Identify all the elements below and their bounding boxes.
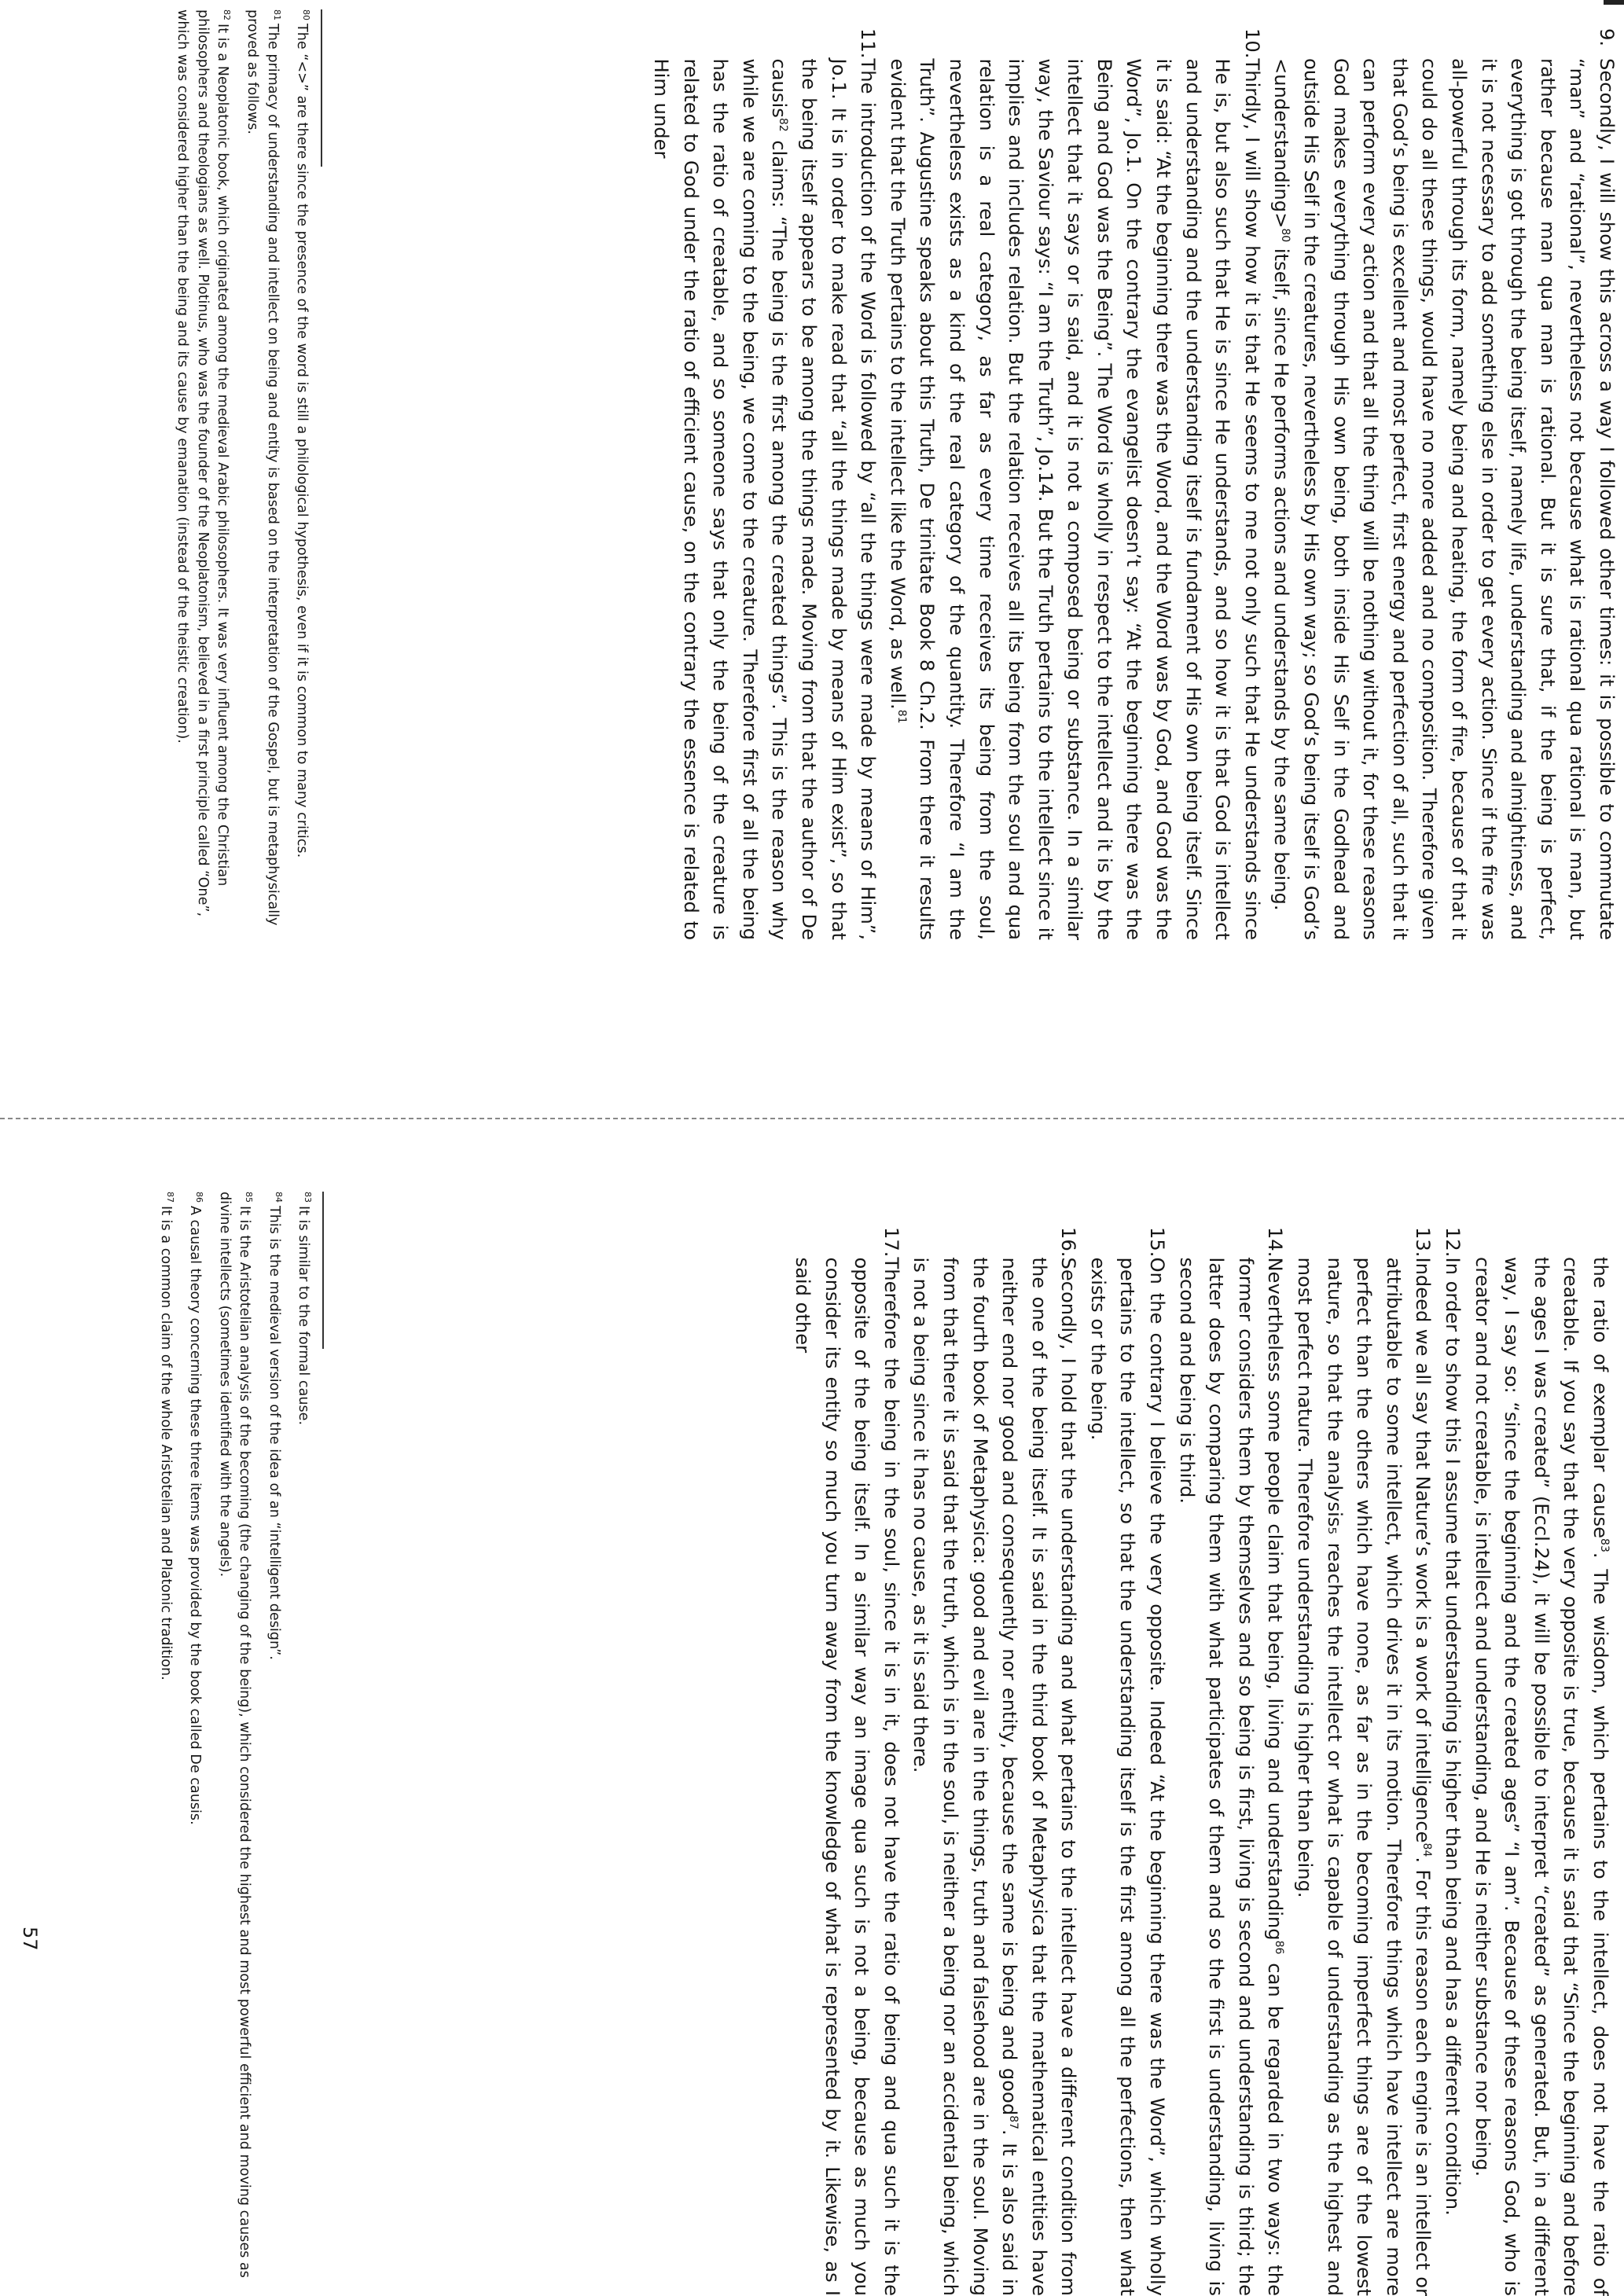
paragraph-text: Secondly, I hold that the understanding and what pertains to the intellect have a different condition from the one of the being itself. It is said in the third book of Metaphysica that the mathematical entities have neither end nor good and consequently nor entity, because the same is being and good <box>998 1257 1080 2296</box>
footnote-number: 82 <box>222 9 233 20</box>
paragraph-text: In order to show this I assume that understanding is higher than being and has a different condition. <box>1442 1257 1464 2216</box>
paragraph-text: Secondly, I will show this across a way I followed other times: it is possible to commutate “man” and “rational”, nevertheless not because what is rational qua rational is man, but rather because man qua man is rational. But it is sure that, if the being is perfect, everything is got through the being itself, namely life, understanding and almightiness, and it is not necessary to add something else in order to get every action. Since if the fire was all-powerful through its form, namely being and heating, the form of fire, because of that it could do all these things, would have no more added and no composition. Therefore given that God’s being is excellent and most perfect, first energy and perfection of all, such that it can perform every action and that all the thing will be nothing without it, for these reasons God makes everything through His own being, both inside His Self in the Godhead and outside His Self in the creatures, nevertheless by His own way; so God’s being itself is God’s <understanding> <box>1270 58 1618 940</box>
paragraph-text-cont: itself, since He performs actions and understands by the same being. <box>1270 242 1293 911</box>
footnote-number: 87 <box>164 1192 175 1203</box>
footnote-number: 85 <box>244 1192 255 1203</box>
paragraph-12 <box>1437 1227 1467 2296</box>
paragraph-text: the ratio of exemplar cause <box>1589 1257 1611 1539</box>
right-page-body <box>787 1227 1615 2296</box>
right-footnotes <box>150 1192 324 2292</box>
paragraph-text-cont: . For this reason each engine is an intellect or attributable to some intellect, which drives it in its motion. Therefore things which have intellect are more perfect than the others which have none, as far as in the becoming imperfect things are of the lowest nature, so that the analysis₅ reaches the intellect or what is capable of understanding as the highest and most perfect nature. Therefore understanding is higher than being. <box>1294 1257 1435 2296</box>
footnote-87 <box>155 1192 179 2292</box>
paragraph-17 <box>787 1227 905 2296</box>
left-page-body <box>645 28 1621 940</box>
paragraph-text: Therefore the being in the soul, since it is in it, does not have the ratio of being and qua such it is the opposite of the being itself. In a similar way an image qua such is not a being, because as much you consider its entity so much you turn away from the knowledge of what is represented by it. Likewise, as I said other <box>791 1257 902 2296</box>
footnote-number: 84 <box>273 1192 284 1203</box>
footnote-ref[interactable]: 82 <box>777 117 790 132</box>
paragraph-text: The introduction of the Word is followed by “all the things were made by means of Him”, Jo.1. It is in order to make read that “all the things made by means of Him exist”, so that the being itself appears to be among the things made. Moving from that the author of De causis <box>768 58 880 940</box>
paragraph-number: 15. <box>1146 1227 1169 1258</box>
paragraph-9 <box>1266 28 1621 940</box>
paragraph-text-cont: claims: “The being is the first among the created things”. This is the reason why while we are coming to the being, we come to the creature. Therefore first of all the being has the ratio of creatable, and so someone says that only the being of the creature is related to God under the ratio of efficient cause, on the contrary the essence is related to Him under <box>650 58 791 940</box>
footnote-text: This is the medieval version of the idea of an “intelligent design”. <box>266 1206 282 1660</box>
paragraph-text: Indeed we all say that Nature’s work is a work of intelligence <box>1412 1257 1435 1843</box>
paragraph-number: 14. <box>1264 1227 1287 1258</box>
footnote-text: The “<>” are there since the presence of the word is still a philological hypothesis, even if it is common to many critics. <box>294 24 310 858</box>
paragraph-15 <box>1082 1227 1171 2296</box>
continued-paragraph <box>1467 1227 1615 2296</box>
footnote-83 <box>293 1192 318 2292</box>
paragraph-10 <box>882 28 1266 940</box>
paragraph-16 <box>906 1227 1083 2296</box>
footnote-ref[interactable]: 80 <box>1279 228 1292 243</box>
footnote-82 <box>172 9 237 953</box>
footnote-ref[interactable]: 87 <box>1007 2115 1020 2130</box>
footnote-81 <box>242 9 287 953</box>
footnote-number: 83 <box>303 1192 313 1203</box>
paragraph-text: On the contrary I believe the very opposite. Indeed “At the beginning there was the Word”, which wholly pertains to the intellect, so that the understanding itself is the first among all the perfections, then what exists or the being. <box>1086 1257 1169 2296</box>
footnote-ref[interactable]: 84 <box>1420 1842 1434 1857</box>
paragraph-number: 9. <box>1596 28 1618 47</box>
footnote-ref[interactable]: 81 <box>895 709 908 724</box>
footnote-84 <box>263 1192 288 2292</box>
footnote-86 <box>185 1192 209 2292</box>
paragraph-text: Thirdly, I will show how it is that He seems to me not only such that He understands since He is, but also such that He is since He understands, and so how it is that God is intellect and understanding and the understanding itself is fundament of His own being itself. Since it is said: “At the beginning there was the Word, and the Word was by God, and God was the Word”, Jo.1. On the contrary the evangelist doesn’t say: “At the beginning there was the Being and God was the Being”. The Word is wholly in respect to the intellect and it is by the intellect that it says or is said, and it is not a composed being or substance. In a similar way, the Saviour says: “I am the Truth”, Jo.14. But the Truth pertains to the intellect since it implies and includes relation. But the relation receives all its being from the soul and qua relation is a real category, as far as every time receives its being from the soul, nevertheless exists as a kind of the real category of the quantity. Therefore “I am the Truth”. Augustine speaks about this Truth, De trinitate Book 8 Ch.2. From there it results evident that the Truth pertains to the intellect like the Word, as well. <box>886 58 1263 940</box>
footnote-text: It is similar to the formal cause. <box>296 1206 312 1426</box>
footnote-number: 81 <box>271 9 282 20</box>
paragraph-number: 13. <box>1412 1227 1435 1258</box>
page-gutter-line <box>0 1118 1624 1119</box>
footnote-number: 86 <box>194 1192 205 1203</box>
footnote-divider <box>322 1192 324 1349</box>
paragraph-11 <box>645 28 882 940</box>
left-footnotes <box>167 9 322 953</box>
page-number: 57 <box>19 1927 41 1951</box>
footnote-divider <box>321 9 322 167</box>
paragraph-14 <box>1171 1227 1289 2296</box>
left-page <box>0 0 1624 1141</box>
footnote-85 <box>214 1192 259 2292</box>
paragraph-number: 12. <box>1442 1227 1464 1258</box>
footnote-text: A causal theory concerning these three items was provided by the book called De causis. <box>187 1206 204 1825</box>
footnote-number: 80 <box>301 9 311 20</box>
paragraph-number: 11. <box>857 28 880 59</box>
paragraph-text-cont: can be regarded in two ways: the former considers them by themselves and so being is first, living is second and understanding is third; the latter does by comparing them with what participates of them and so the first is understanding, living is second and being is third. <box>1175 1257 1287 2296</box>
footnote-80 <box>292 9 316 953</box>
paragraph-13 <box>1289 1227 1437 2296</box>
paragraph-number: 10. <box>1240 28 1263 59</box>
paragraph-text: Nevertheless some people claim that being, living and understanding <box>1264 1257 1287 1941</box>
footnote-text: It is the Aristotelian analysis of the becoming (the changing of the being), which considered the highest and most powerful efficient and moving causes as divine intellects (sometimes identified with the angels). <box>216 1192 253 2278</box>
paragraph-text-cont: . The wisdom, which pertains to the intellect, does not have the ratio of creatable. If you say that the very opposite is true, because it is said that “Since the beginning and before the ages I was created” (Eccl.24), it will be possible to interpret “created” as generated. But, in a different way, I say so: “since the beginning and the created ages” “I am”. Because of these reasons God, who is creator and not creatable, is intellect and understanding, and He is neither substance nor being. <box>1471 1257 1611 2296</box>
right-page <box>0 1141 1624 2296</box>
footnote-ref[interactable]: 83 <box>1598 1538 1611 1552</box>
paragraph-number: 17. <box>880 1227 902 1258</box>
paragraph-number: 16. <box>1057 1227 1080 1258</box>
footnote-text: It is a common claim of the whole Aristotelian and Platonic tradition. <box>157 1206 174 1681</box>
footnote-text: The primacy of understanding and intellect on being and entity is based on the interpretation of the Gospel, but is metaphysically proved as follows. <box>244 9 281 926</box>
footnote-text: It is a Neoplatonic book, which originated among the medieval Arabic philosophers. It was very influent among the Christian philosophers and theologians as well. Plotinus, who was the founder of the Neoplatonism, believed in a first principle called “One”, which was considered higher than the being and its cause by emanation (instead of the theistic creation). <box>175 9 231 917</box>
paragraph-text-cont: . It is also said in the fourth book of Metaphysica: good and evil are in the things, truth and falsehood are in the soul. Moving from that there it is said that the truth, which is in the soul, is neither a being nor an accidental being, which is not a being since it has no cause, as it is said there. <box>909 1257 1021 2296</box>
footnote-ref[interactable]: 86 <box>1273 1940 1286 1955</box>
